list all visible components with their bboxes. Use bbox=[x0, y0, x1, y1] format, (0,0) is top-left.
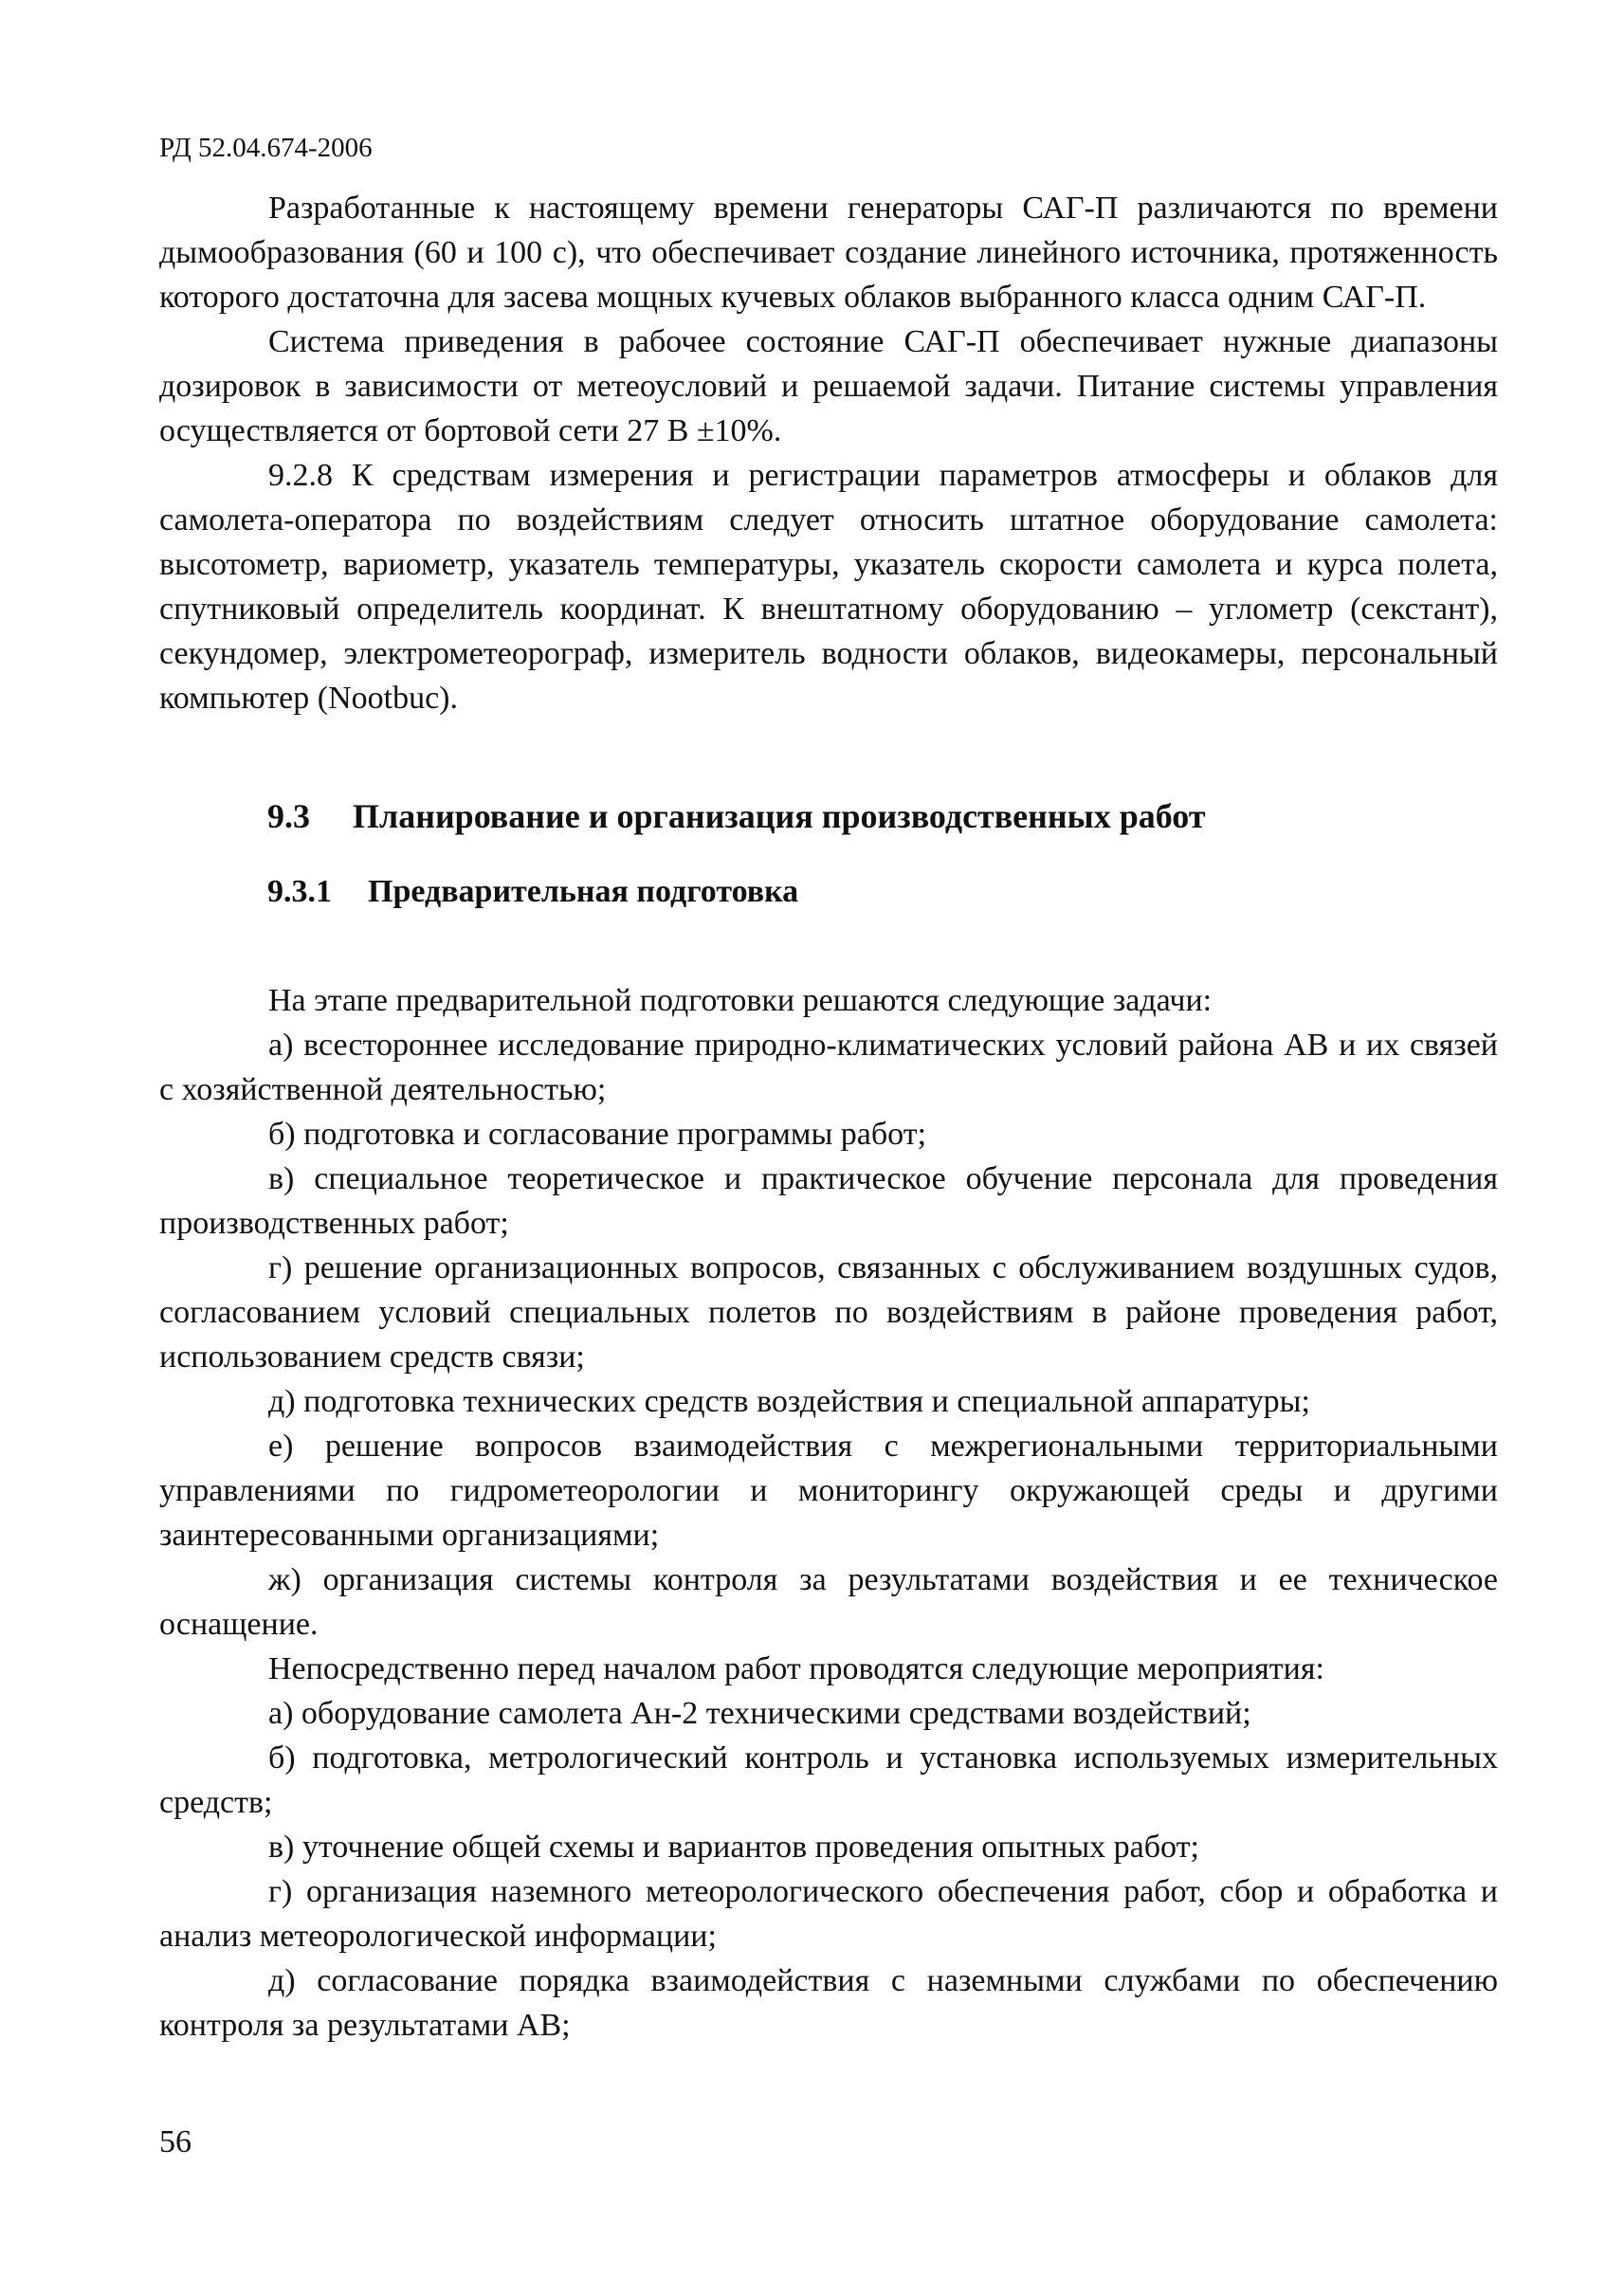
paragraph-sag-generators: Разработанные к настоящему времени генераторы САГ-П различаются по времени дымообразования (60 и 100 с), что обеспечивает создание линейного источника, протяженность которого достаточна для засева мощных кучевых облаков выбранного класса одним САГ-П. bbox=[159, 191, 1498, 315]
pre-start-intro: Непосредственно перед началом работ проводятся следующие мероприятия: bbox=[268, 1651, 1324, 1686]
list-item: а) всестороннее исследование природно-климатических условий района АВ и их связей с хозяйственной деятельностью; bbox=[159, 1028, 1498, 1107]
subsection-heading bbox=[267, 869, 1498, 914]
prep-intro: На этапе предварительной подготовки решаются следующие задачи: bbox=[268, 983, 1213, 1018]
list-item: б) подготовка и согласование программы работ; bbox=[268, 1117, 927, 1152]
paragraph-9-2-8: 9.2.8 К средствам измерения и регистрации параметров атмосферы и облаков для самолета-оператора по воздействиям следует относить штатное оборудование самолета: высотометр, вариометр, указатель температуры, указатель скорости самолета и курса полета, спутниковый определитель координат. К внештатному оборудованию – углометр (секстант), секундомер, электрометеорограф, измеритель водности облаков, видеокамеры, персональный компьютер (Nootbuc). bbox=[159, 458, 1498, 716]
list-item: д) подготовка технических средств воздействия и специальной аппаратуры; bbox=[268, 1384, 1310, 1419]
section-heading bbox=[267, 794, 1498, 839]
list-item: г) организация наземного метеорологического обеспечения работ, сбор и обработка и анализ метеорологической информации; bbox=[159, 1874, 1498, 1954]
subsection-title: Предварительная подготовка bbox=[368, 874, 799, 909]
document-code: РД 52.04.674-2006 bbox=[159, 133, 373, 163]
list-item: в) уточнение общей схемы и вариантов проведения опытных работ; bbox=[268, 1830, 1199, 1865]
list-item: ж) организация системы контроля за результатами воздействия и ее техническое оснащение. bbox=[159, 1562, 1498, 1642]
document-body bbox=[159, 186, 1498, 2048]
list-item: а) оборудование самолета Ан-2 техническими средствами воздействий; bbox=[268, 1696, 1251, 1731]
section-number: 9.3 bbox=[267, 797, 310, 835]
page-number: 56 bbox=[159, 2124, 192, 2159]
list-item: е) решение вопросов взаимодействия с межрегиональными территориальными управлениями по гидрометеорологии и мониторингу окружающей среды и другими заинтересованными организациями; bbox=[159, 1429, 1498, 1553]
subsection-number: 9.3.1 bbox=[267, 874, 332, 909]
paragraph-control-system: Система приведения в рабочее состояние САГ-П обеспечивает нужные диапазоны дозировок в зависимости от метеоусловий и решаемой задачи. Питание системы управления осуществляется от бортовой сети 27 В ±10%. bbox=[159, 324, 1498, 448]
list-item: г) решение организационных вопросов, связанных с обслуживанием воздушных судов, согласованием условий специальных полетов по воздействиям в районе проведения работ, использованием средств связи; bbox=[159, 1250, 1498, 1375]
list-item: д) согласование порядка взаимодействия с наземными службами по обеспечению контроля за результатами АВ; bbox=[159, 1963, 1498, 2043]
section-title: Планирование и организация производственных работ bbox=[353, 797, 1206, 835]
list-item: б) подготовка, метрологический контроль и установка используемых измерительных средств; bbox=[159, 1740, 1498, 1820]
list-item: в) специальное теоретическое и практическое обучение персонала для проведения производственных работ; bbox=[159, 1161, 1498, 1241]
